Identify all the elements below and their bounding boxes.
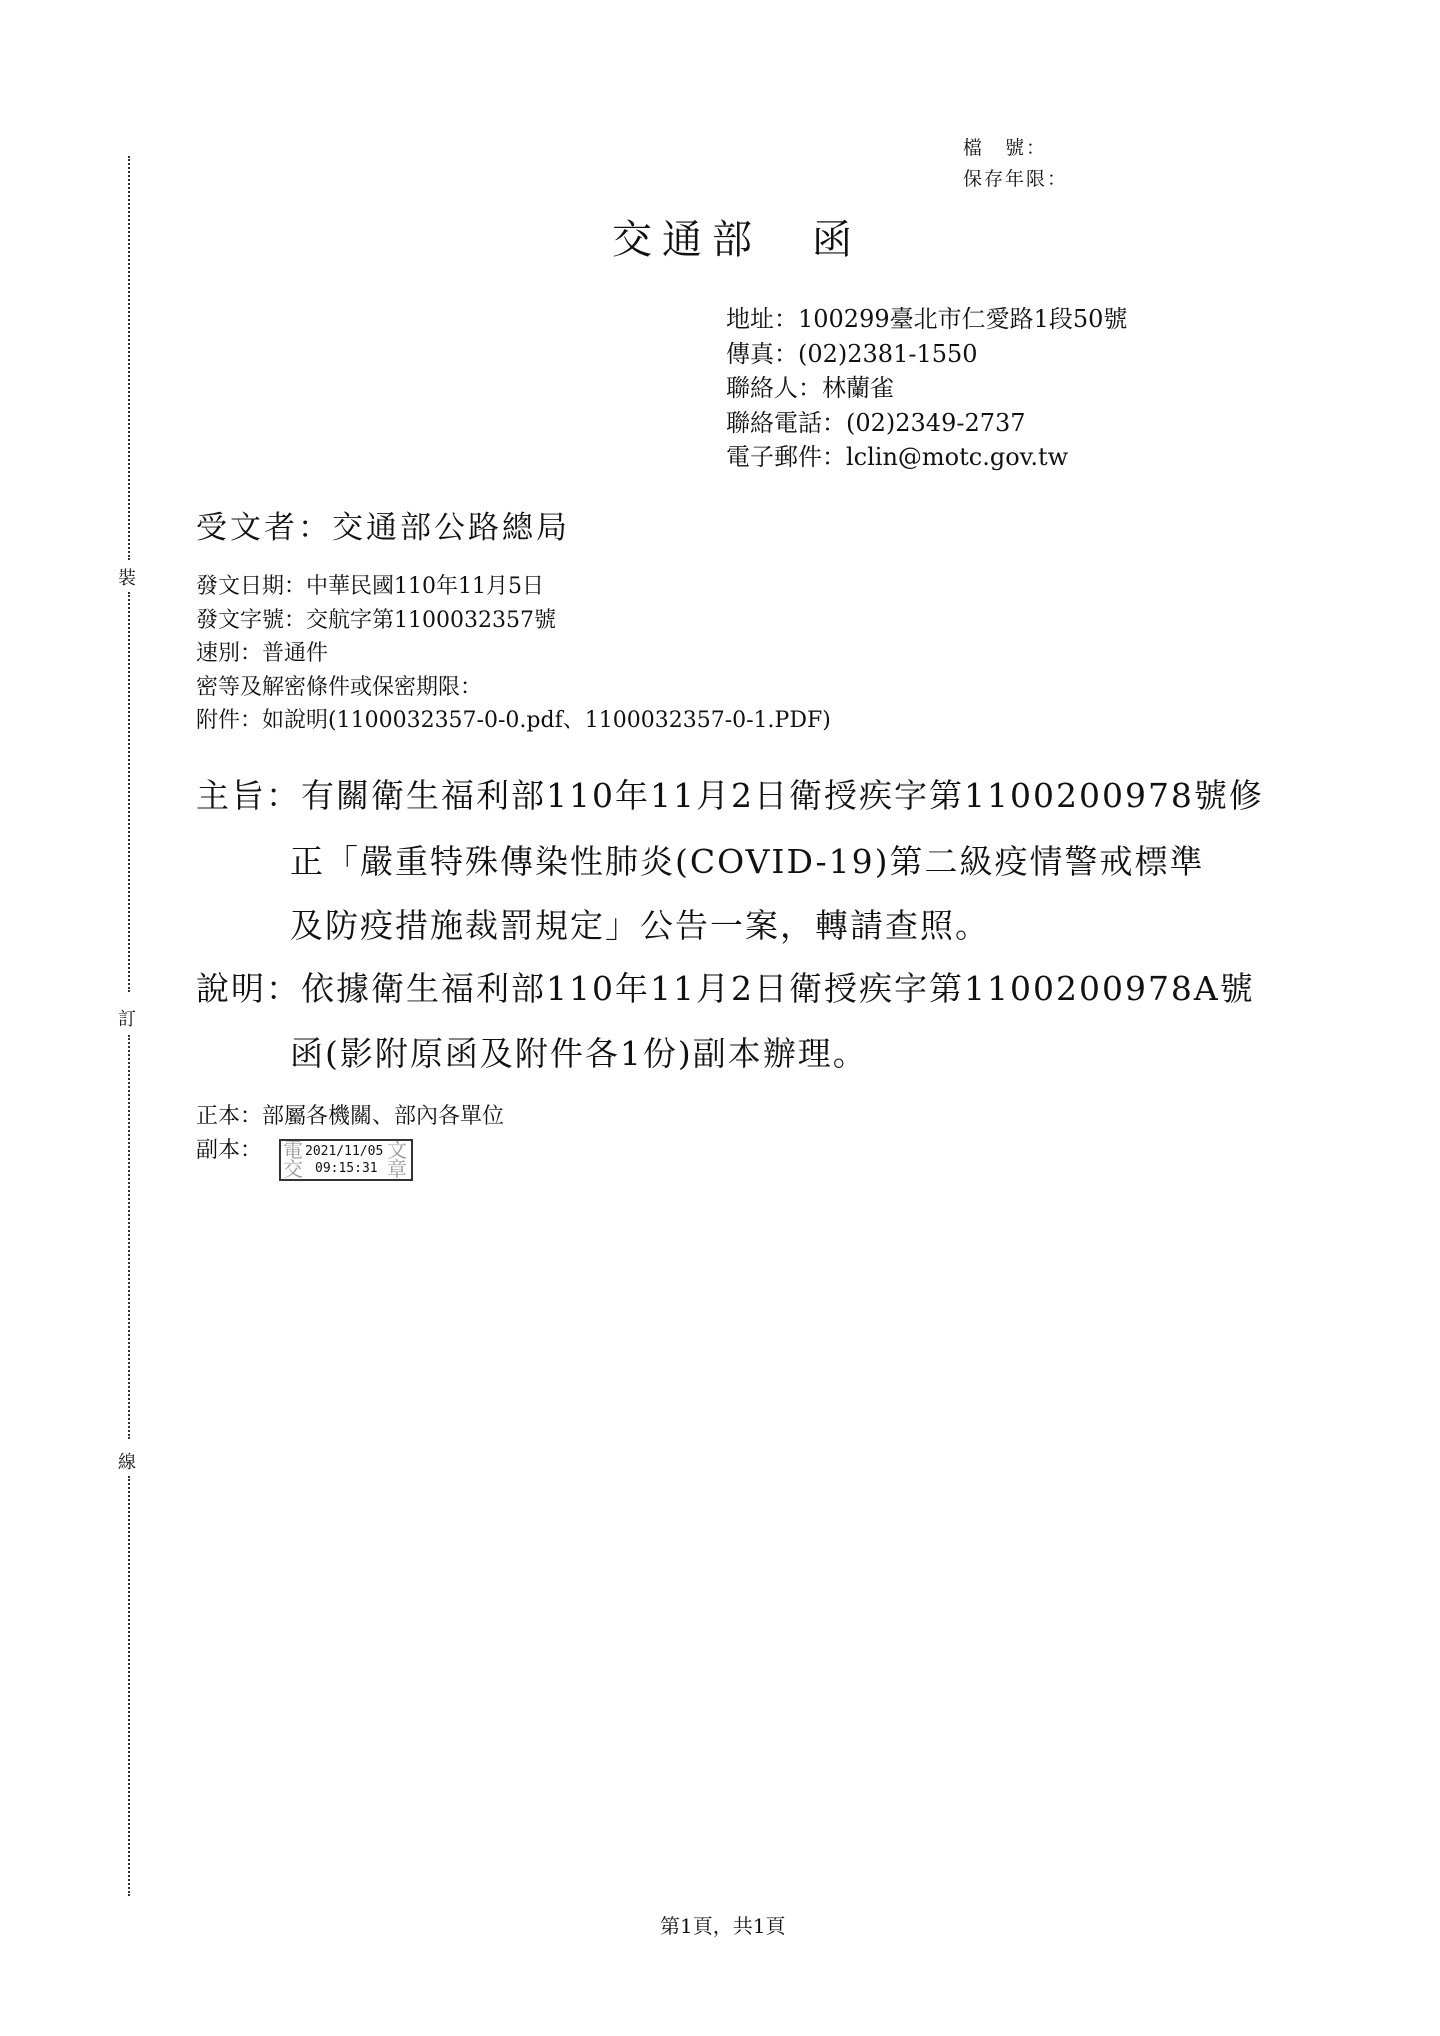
- sender-phone: 聯絡電話：(02)2349-2737: [726, 409, 1026, 437]
- binding-dotted-line-2: [128, 592, 130, 992]
- binding-dotted-line-1: [128, 156, 130, 560]
- sender-fax: 傳真：(02)2381-1550: [726, 340, 978, 368]
- document-title: 交通部 函: [612, 217, 862, 263]
- attachment: 附件：如說明(1100032357-0-0.pdf、1100032357-0-1.PDF): [196, 708, 831, 733]
- stamp-date: 2021/11/05: [305, 1144, 384, 1159]
- binding-mark-bind: 裝: [118, 568, 136, 589]
- sender-email: 電子郵件：lclin@motc.gov.tw: [726, 443, 1069, 471]
- sender-address: 地址：100299臺北市仁愛路1段50號: [726, 305, 1128, 333]
- sender-contact: 聯絡人：林蘭雀: [726, 374, 894, 402]
- document-number: 發文字號：交航字第1100032357號: [196, 608, 556, 633]
- issue-date: 發文日期：中華民國110年11月5日: [196, 574, 544, 599]
- explanation-line-1: 說明：依據衛生福利部110年11月2日衛授疾字第1100200978A號: [196, 969, 1255, 1008]
- subject-line-1: 主旨：有關衛生福利部110年11月2日衛授疾字第1100200978號修: [196, 776, 1264, 815]
- binding-mark-order: 訂: [118, 1009, 136, 1030]
- file-number-label: 檔 號：: [963, 137, 1048, 159]
- binding-dotted-line-3: [128, 1035, 130, 1439]
- binding-mark-line: 線: [118, 1452, 136, 1473]
- security-level: 密等及解密條件或保密期限：: [196, 675, 483, 700]
- explanation-line-2: 函(影附原函及附件各1份)副本辦理。: [290, 1034, 868, 1073]
- electronic-document-stamp: [279, 1139, 413, 1181]
- recipient: 受文者：交通部公路總局: [196, 510, 570, 546]
- subject-line-3: 及防疫措施裁罰規定」公告一案，轉請查照。: [290, 906, 990, 945]
- copy-recipients-label: 副本：: [196, 1138, 263, 1163]
- binding-dotted-line-4: [128, 1476, 130, 1896]
- page-number: 第1頁，共1頁: [660, 1914, 786, 1938]
- stamp-seal-left: 電交: [283, 1138, 303, 1181]
- retention-period-label: 保存年限：: [963, 168, 1069, 190]
- delivery-speed: 速別：普通件: [196, 641, 329, 666]
- original-recipients: 正本：部屬各機關、部內各單位: [196, 1104, 505, 1129]
- stamp-seal-right: 文章: [387, 1138, 407, 1181]
- subject-line-2: 正「嚴重特殊傳染性肺炎(COVID-19)第二級疫情警戒標準: [290, 842, 1205, 881]
- stamp-time: 09:15:31: [315, 1161, 378, 1176]
